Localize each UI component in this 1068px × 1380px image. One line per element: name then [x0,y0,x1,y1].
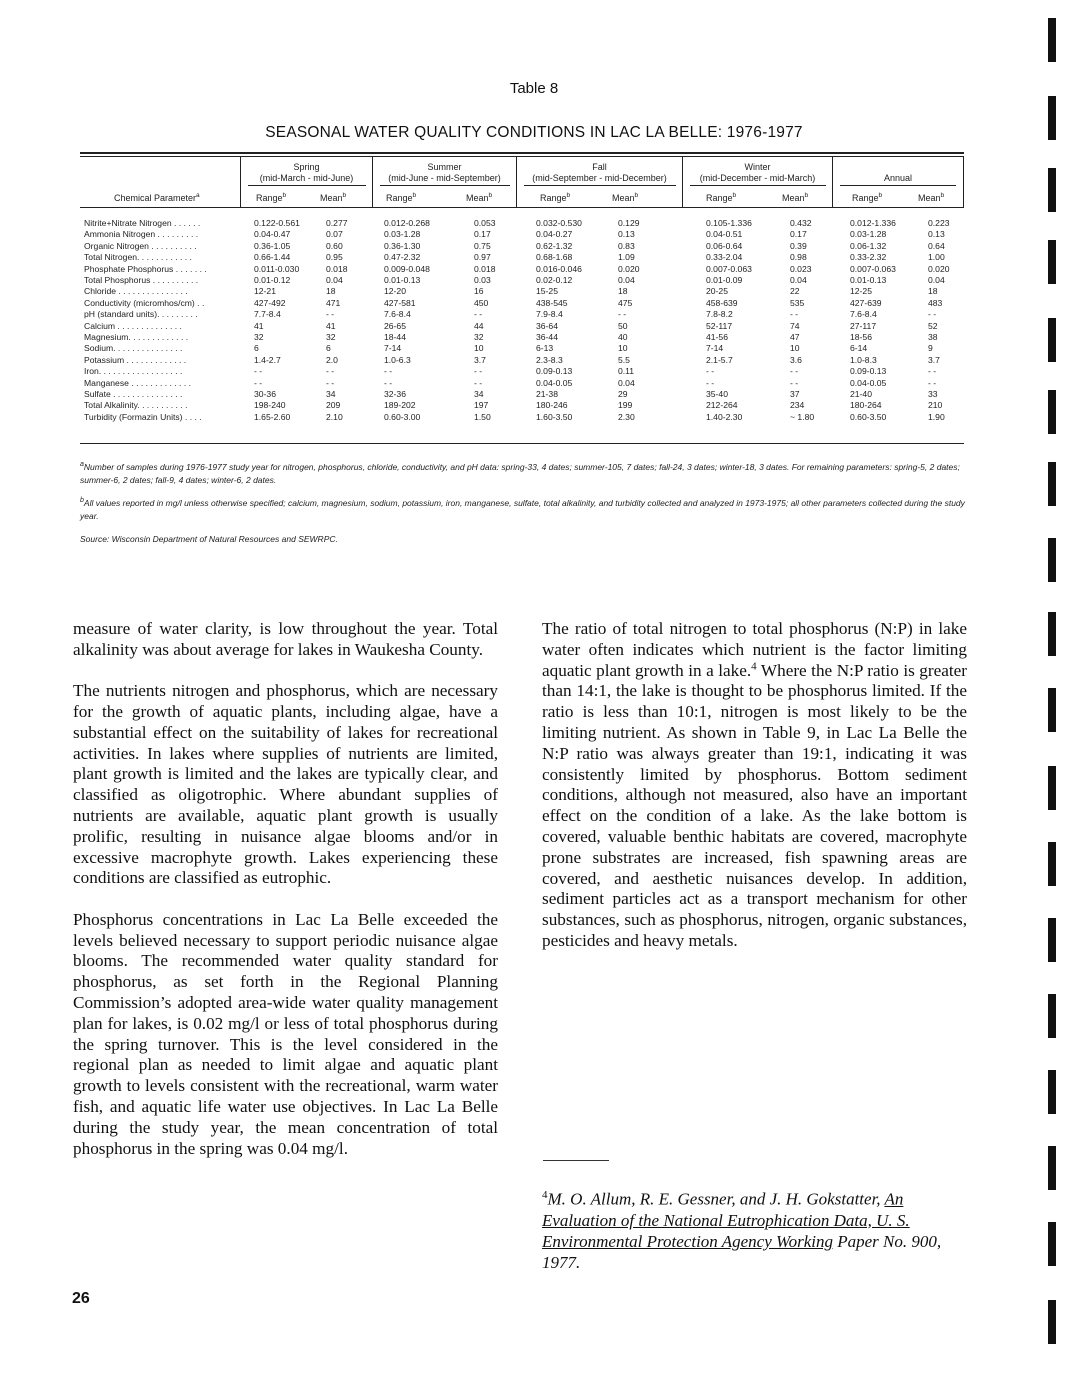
table-cell: - - [254,377,263,388]
table-cell: 0.95 [326,252,343,263]
table-cell: 0.432 [790,218,812,228]
table-cell: 0.33-2.32 [850,252,887,263]
table-cell: - - [706,377,715,388]
scan-mark [1048,1300,1056,1344]
table-cell: 18 [928,286,938,297]
range-header: Range$^b$ [852,192,883,203]
table-cell: 0.09-0.13 [536,366,573,377]
table-cell: 0.03 [474,275,491,285]
table-cell: 198-240 [254,400,286,411]
table-cell: 6-13 [536,343,554,354]
table-cell: 0.04-0.27 [536,229,573,240]
table-cell: - - [384,366,393,377]
scan-mark [1048,462,1056,506]
table-cell: 32 [474,332,484,342]
table-cell: 427-581 [384,297,416,308]
table-cell: 5.5 [618,354,630,365]
table-cell: 0.04-0.51 [706,229,743,240]
table-cell: 2.0 [326,354,338,365]
table-cell: 10 [618,343,628,354]
scan-mark [1048,612,1056,656]
table-cell: 47 [790,332,800,342]
table-cell: 0.17 [790,229,807,240]
table-cell: 0.018 [474,263,496,274]
table-cell: 0.012-1.336 [850,218,896,228]
paragraph: Phosphorus concentrations in Lac La Belle exceeded the levels believed necessary to support periodic nuisance algae blooms. The recommended water quality standard for phosphorus, as set forth in the Regional Planning Commission’s adopted area-wide water quality management plan for lakes, is 0.02 mg/l or less of total phosphorus during the spring turnover. This is the level considered in the regional plan as needed to limit algae and aquatic plant growth to levels consistent with the recreational, warm water fish, and aquatic life water use objectives. In Lac La Belle during the study year, the mean concentration of total phosphorus in the spring was 0.04 mg/l. [73,909,498,1158]
table-cell: 0.64 [928,240,945,251]
table-row-label: Ammonia Nitrogen . . . . . . . . . [84,229,199,240]
season-rule [840,185,956,186]
table-cell: 234 [790,400,805,411]
table-cell: 0.02-0.12 [536,275,573,285]
table-cell: 18 [326,286,336,297]
table-cell: - - [790,366,799,377]
table-cell: 32 [254,332,264,342]
table-cell: 0.36-1.05 [254,240,291,251]
table-cell: 483 [928,297,943,308]
table-cell: 1.65-2.60 [254,411,291,422]
table-cell: 15-25 [536,286,558,297]
table-row-label: Turbidity (Formazin Units) . . . . [84,411,202,422]
table-cell: - - [384,377,393,388]
right-column [542,619,967,972]
table-cell: 197 [474,400,489,411]
table-cell: 1.40-2.30 [706,411,743,422]
table-row-label: Manganese . . . . . . . . . . . . . [84,377,191,388]
table-cell: 458-639 [706,297,738,308]
scan-mark [1048,538,1056,582]
table-cell: 1.0-6.3 [384,354,411,365]
table-cell: 212-264 [706,400,738,411]
table-cell: - - [790,309,799,320]
table-row-label: pH (standard units). . . . . . . . . [84,309,198,320]
table-row-label: Magnesium. . . . . . . . . . . . . [84,332,189,342]
table-cell: 0.13 [928,229,945,240]
season-header-annual: Annual [883,173,913,183]
table-cell: 0.62-1.32 [536,240,573,251]
scan-mark [1048,994,1056,1038]
table-row-label: Conductivity (micromhos/cm) . . [84,297,205,308]
scan-mark [1048,1222,1056,1266]
table-cell: 0.60 [326,240,343,251]
table-cell: 0.75 [474,240,491,251]
table-cell: - - [790,377,799,388]
table-cell: 9 [928,343,933,354]
season-rule [524,185,676,186]
table-row-label: Iron. . . . . . . . . . . . . . . . . . [84,366,183,377]
table-cell: 189-202 [384,400,416,411]
table-cell: 0.04 [790,275,807,285]
table-cell: 0.13 [618,229,635,240]
table-cell: 37 [790,389,800,399]
table-subtitle: SEASONAL WATER QUALITY CONDITIONS IN LAC LA BELLE: 1976-1977 [265,124,803,141]
table-cell: 0.09-0.13 [850,366,887,377]
table-cell: 7.9-8.4 [536,309,563,320]
table-cell: 1.60-3.50 [536,411,573,422]
table-row-label: Calcium . . . . . . . . . . . . . . [84,320,182,331]
table-cell: 0.011-0.030 [254,263,300,274]
table-cell: 27-117 [850,320,877,331]
mean-header: Mean$^b$ [918,192,945,203]
table-cell: 0.016-0.046 [536,263,582,274]
table-cell: 18 [618,286,628,297]
paragraph: The ratio of total nitrogen to total phosphorus (N:P) in lake water often indicates which nutrient is the factor limiting aquatic plant growth in a lake.$^4$ Where the N:P ratio is greater than 14:1, the lake is thought to be phosphorus limited. If the ratio is less than 10:1, nitrogen is most likely to be the limiting nutrient. As shown in Table 9, in Lac La Belle the N:P ratio was always greater than 19:1, indicating it was consistently limited by phosphorus. Bottom sediment conditions, although not measured, also have an important effect on the condition of a lake. As the lake bottom is covered, valuable benthic habitats are covered, macrophyte prone substrates are increased, fish spawning areas are covered, and aesthetic nuisances develop. In addition, sediment particles act as a transport mechanism for other substances, such as phosphorus, nitrogen, organic substances, pesticides and heavy metals. [542,619,967,950]
table-cell: 10 [474,343,484,354]
table-cell: 29 [618,389,628,399]
table-cell: 0.33-2.04 [706,252,743,263]
scan-mark [1048,766,1056,810]
table-row-label: Organic Nitrogen . . . . . . . . . . [84,240,197,251]
table-cell: 20-25 [706,286,728,297]
table-cell: 30-36 [254,389,276,399]
table-cell: 7-14 [384,343,402,354]
table-cell: 74 [790,320,800,331]
table-header-rule [80,207,964,208]
citation-title: An Evaluation of the National Eutrophication Data, U. S. Environmental Protection Agency Working [542,1189,910,1251]
table-cell: - - [326,309,335,320]
table-cell: 0.129 [618,218,640,228]
table-cell: 33 [928,389,938,399]
table-cell: 0.01-0.12 [254,275,291,285]
table-cell: 21-38 [536,389,558,399]
table-cell: 0.009-0.048 [384,263,430,274]
range-header: Range$^b$ [540,192,571,203]
table-cell: - - [928,309,937,320]
table-row-label: Sulfate . . . . . . . . . . . . . . . [84,389,183,399]
table-cell: 0.07 [326,229,343,240]
table-cell: 0.012-0.268 [384,218,430,228]
table-cell: 32 [326,332,336,342]
range-header: Range$^b$ [256,192,287,203]
season-header-summer: Summer (mid-June - mid-September) [388,162,501,183]
table-cell: 1.4-2.7 [254,354,281,365]
table-cell: ~ 1.80 [790,411,815,422]
table-cell: 471 [326,297,341,308]
table-row-label: Phosphate Phosphorus . . . . . . . [84,263,207,274]
table-cell: 0.04 [326,275,343,285]
table-cell: - - [928,366,937,377]
mean-header: Mean$^b$ [612,192,639,203]
table-cell: 3.7 [474,354,486,365]
scan-mark [1048,318,1056,362]
table-cell: 22 [790,286,800,297]
table-cell: 0.223 [928,218,950,228]
mean-header: Mean$^b$ [466,192,493,203]
table-cell: 21-40 [850,389,872,399]
table-cell: 0.01-0.13 [384,275,421,285]
table-cell: 0.007-0.063 [850,263,896,274]
table-cell: 0.04 [618,275,635,285]
table-cell: 38 [928,332,938,342]
table-cell: 0.97 [474,252,491,263]
table-cell: 6 [254,343,259,354]
table-cell: 34 [474,389,484,399]
table-cell: 0.04-0.47 [254,229,291,240]
table-cell: 210 [928,400,943,411]
table-cell: 199 [618,400,633,411]
table-cell: 0.39 [790,240,807,251]
table-cell: - - [326,366,335,377]
table-cell: 18-56 [850,332,872,342]
table-cell: - - [474,366,483,377]
table-cell: 41-56 [706,332,728,342]
table-cell: 0.01-0.13 [850,275,887,285]
table-cell: 0.60-3.00 [384,411,421,422]
table-cell: 44 [474,320,484,331]
table-cell: 1.00 [928,252,945,263]
range-header: Range$^b$ [706,192,737,203]
table-cell: - - [928,377,937,388]
table-bottom-rule [80,443,964,444]
scan-mark [1048,918,1056,962]
left-column [73,619,498,1180]
note-a: $^a$Number of samples during 1976-1977 study year for nitrogen, phosphorus, chloride, conductivity, and pH data: spring-33, 4 dates; summer-105, 7 dates; fall-24, 3 dates; winter-18, 3 dates. For remaining parameters: spring-5, 2 dates; summer-6, 2 dates; fall-9, 4 dates; winter-6, 2 dates. [80,461,960,485]
season-rule [248,185,366,186]
table-cell: 12-20 [384,286,406,297]
season-rule [690,185,826,186]
table-cell: 12-25 [850,286,872,297]
table-cell: 0.04 [928,275,945,285]
table-row-label: Total Nitrogen. . . . . . . . . . . . [84,252,192,263]
table-cell: 0.020 [618,263,640,274]
season-header-winter: Winter (mid-December - mid-March) [699,162,816,183]
table-title: Table 8 [509,80,559,97]
scan-mark [1048,1146,1056,1190]
table-cell: 35-40 [706,389,728,399]
table-cell: 0.04-0.05 [536,377,573,388]
table-cell: 52-117 [706,320,733,331]
table-cell: 0.06-0.64 [706,240,743,251]
table-cell: 0.122-0.561 [254,218,300,228]
range-header: Range$^b$ [386,192,417,203]
table-cell: 36-64 [536,320,558,331]
table-cell: 0.032-0.530 [536,218,582,228]
scan-mark [1048,1070,1056,1114]
table-cell: 0.04-0.05 [850,377,887,388]
table-cell: 0.98 [790,252,807,263]
scan-mark [1048,168,1056,212]
mean-header: Mean$^b$ [320,192,347,203]
table-cell: 26-65 [384,320,406,331]
table-right-border [963,157,964,208]
table-cell: - - [618,309,627,320]
table-cell: 475 [618,297,633,308]
table-cell: 0.47-2.32 [384,252,421,263]
table-row-label: Total Phosphorus . . . . . . . . . . [84,275,199,285]
table-cell: 40 [618,332,628,342]
table-cell: 41 [326,320,336,331]
table-cell: 180-264 [850,400,882,411]
table-cell: 0.04 [618,377,635,388]
table-row-label: Total Alkalinity. . . . . . . . . . . [84,400,188,411]
table-cell: 12-21 [254,286,276,297]
table-cell: 0.01-0.09 [706,275,743,285]
note-b: $^b$All values reported in mg/l unless otherwise specified; calcium, magnesium, sodium, potassium, iron, manganese, sulfate, total alkalinity, and turbidity collected and analyzed in 1973-1975; all other parameters collected during the study year. [80,497,965,521]
table-cell: 2.10 [326,411,343,422]
table-cell: - - [254,366,263,377]
table-cell: 0.277 [326,218,348,228]
table-row-label: Chloride . . . . . . . . . . . . . . . [84,286,188,297]
table-row-label: Nitrite+Nitrate Nitrogen . . . . . . [84,218,201,228]
table-cell: 10 [790,343,800,354]
table-cell: 0.023 [790,263,812,274]
table-cell: - - [706,366,715,377]
table-cell: 450 [474,297,489,308]
table-cell: 0.020 [928,263,950,274]
table-cell: 1.09 [618,252,635,263]
footnote-rule [543,1160,609,1161]
source-note: Source: Wisconsin Department of Natural Resources and SEWRPC. [80,534,338,544]
table-cell: 0.018 [326,263,348,274]
table-cell: 50 [618,320,628,331]
table-cell: 6 [326,343,331,354]
table-cell: 427-639 [850,297,882,308]
table-cell: 0.06-1.32 [850,240,887,251]
scan-mark [1048,688,1056,732]
table-cell: 0.03-1.28 [384,229,421,240]
table-cell: 0.17 [474,229,491,240]
table-cell: 0.36-1.30 [384,240,421,251]
table-cell: 535 [790,297,805,308]
season-header-fall: Fall (mid-September - mid-December) [532,162,667,183]
table-cell: 7.7-8.4 [254,309,281,320]
table-cell: - - [326,377,335,388]
table-cell: 0.68-1.68 [536,252,573,263]
page-number: 26 [72,1290,90,1307]
scan-mark [1048,842,1056,886]
scan-mark [1048,240,1056,284]
table-cell: 1.90 [928,411,945,422]
table-cell: 7-14 [706,343,724,354]
table-cell: 438-545 [536,297,568,308]
table-cell: 0.66-1.44 [254,252,291,263]
table-cell: 18-44 [384,332,406,342]
table-cell: 0.053 [474,218,496,228]
table-cell: 0.83 [618,240,635,251]
season-rule [380,185,510,186]
table-cell: 52 [928,320,938,331]
paragraph: The nutrients nitrogen and phosphorus, which are necessary for the growth of aquatic plants, including algae, have a substantial effect on the suitability of lakes for recreational activities. In lakes where supplies of nutrients are limited, plant growth is limited and the lakes are typically clear, and classified as oligotrophic. Where abundant supplies of nutrients are available, aquatic plant growth is usually prolific, resulting in nuisance algae blooms and/or in excessive macrophyte growth. Lakes experiencing these conditions are classified as eutrophic. [73,681,498,888]
table-cell: 16 [474,286,484,297]
footnote: $^4$M. O. Allum, R. E. Gessner, and J. H. Gokstatter, An Evaluation of the National Eutrophication Data, U. S. Environmental Protection Agency Working Paper No. 900, 1977. [542,1189,942,1272]
table-cell: 41 [254,320,264,331]
scan-mark [1048,18,1056,62]
table-cell: 7.6-8.4 [384,309,411,320]
table-cell: 32-36 [384,389,406,399]
table-cell: 427-492 [254,297,286,308]
table-row-label: Potassium . . . . . . . . . . . . . [84,354,187,365]
mean-header: Mean$^b$ [782,192,809,203]
season-header-spring: Spring (mid-March - mid-June) [259,162,354,183]
table-cell: 180-246 [536,400,568,411]
table-cell: 1.50 [474,411,491,422]
paragraph: measure of water clarity, is low throughout the year. Total alkalinity was about average for lakes in Waukesha County. [73,619,498,659]
table-row-label: Sodium. . . . . . . . . . . . . . . [84,343,183,354]
table-cell: 1.0-8.3 [850,354,877,365]
param-column-header: Chemical Parameter$^a$ [114,192,200,203]
table-cell: 6-14 [850,343,868,354]
table-cell: 0.60-3.50 [850,411,887,422]
table-cell: 36-44 [536,332,558,342]
table-cell: 34 [326,389,336,399]
table-cell: - - [474,309,483,320]
table-cell: 3.6 [790,354,802,365]
table-cell: 7.8-8.2 [706,309,733,320]
table-cell: - - [474,377,483,388]
table-cell: 0.105-1.336 [706,218,752,228]
table-cell: 209 [326,400,341,411]
table-cell: 0.007-0.063 [706,263,752,274]
table-top-rule [80,152,964,154]
table-cell: 2.30 [618,411,635,422]
table-cell: 2.1-5.7 [706,354,733,365]
table-cell: 0.03-1.28 [850,229,887,240]
table-cell: 7.6-8.4 [850,309,877,320]
table-cell: 3.7 [928,354,940,365]
table-cell: 0.11 [618,366,635,377]
table-cell: 2.3-8.3 [536,354,563,365]
scan-mark [1048,390,1056,434]
